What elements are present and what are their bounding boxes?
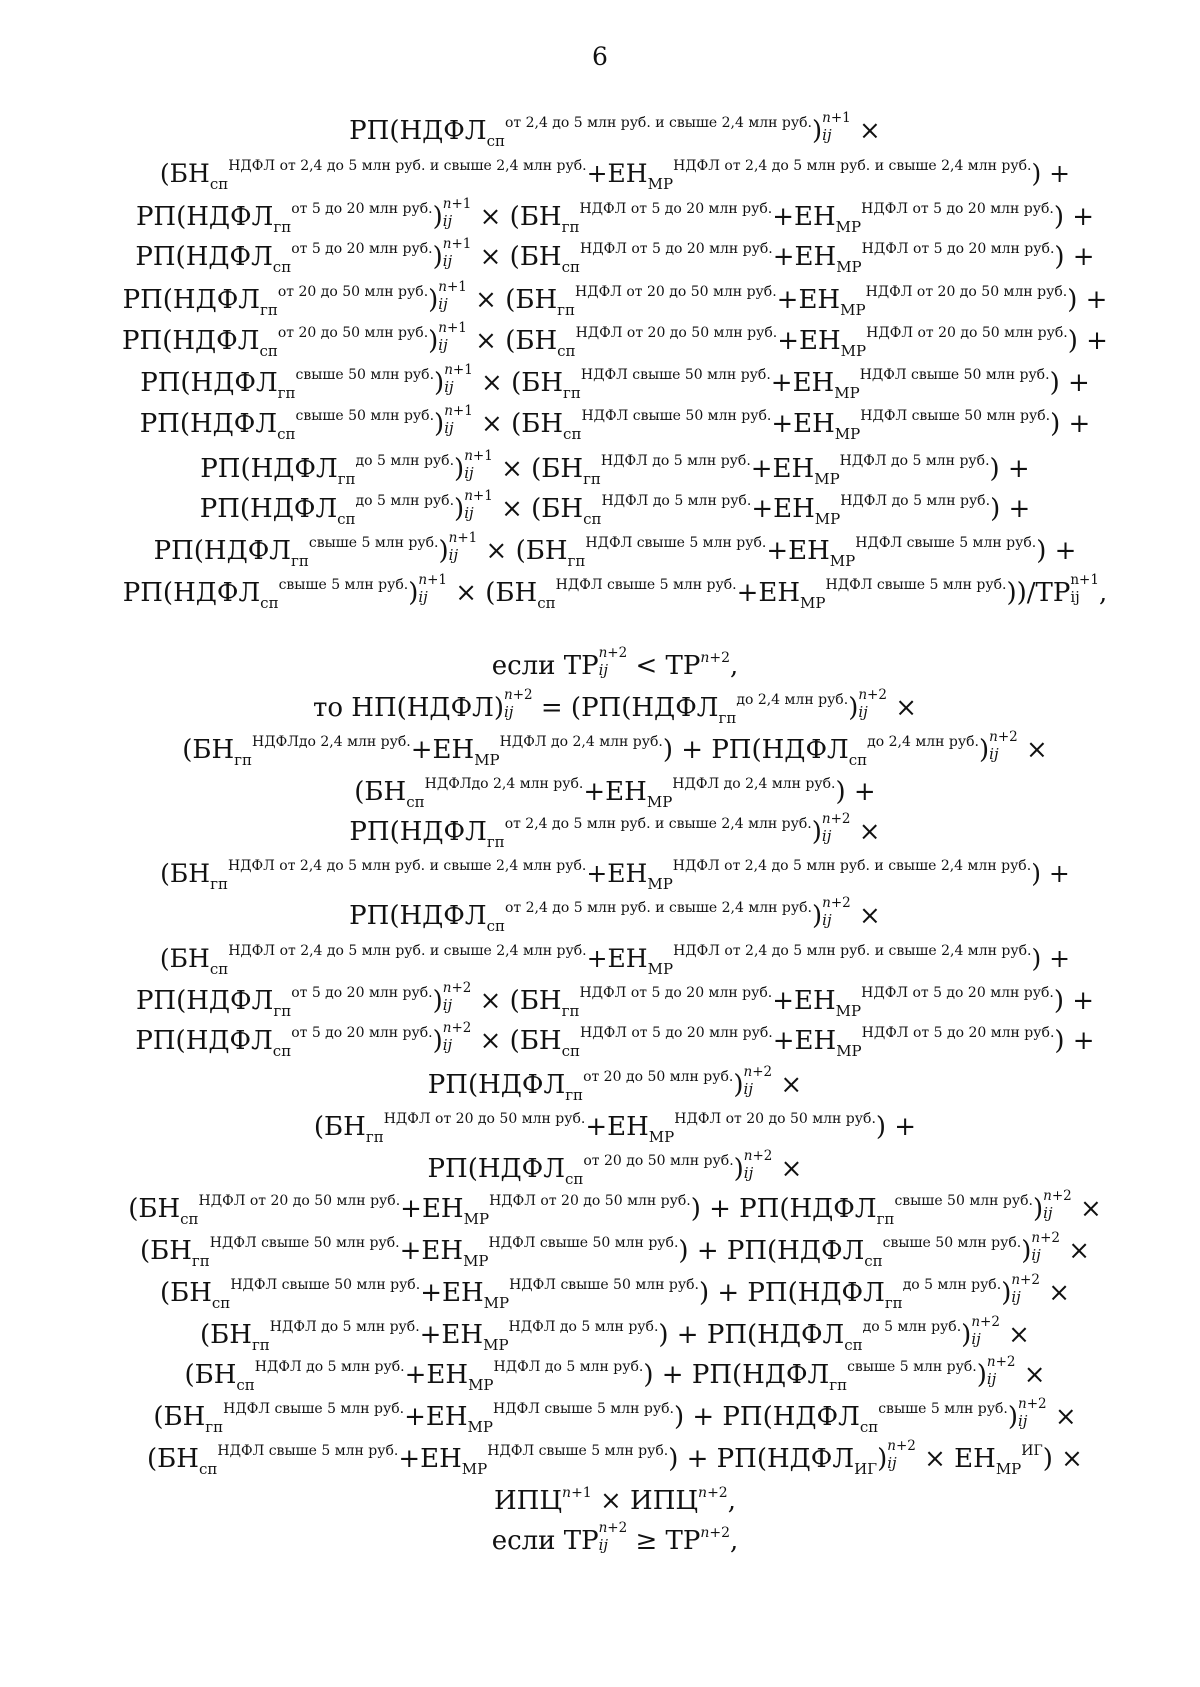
- formula-line: $РП(НДФЛ_{гп}^{от 5 до 20 млн руб.})$ n+2 ij × $(БН_{гп}^{НДФЛ от 5 до 20 млн руб.}+ЕН_{МР}^{НДФЛ от 5 до 20 млн руб.})$ +: [135, 980, 1095, 1020]
- formula-line: $(БН_{сп}^{НДФЛ до 5 млн руб.}+ЕН_{МР}^{НДФЛ до 5 млн руб.})$ + $РП(НДФЛ_{гп}^{свыше 5 млн руб.})$ n+2 ij ×: [184, 1354, 1046, 1394]
- condition-line: если ТР n+2 ij < $ТР^{n+2}$,: [491, 645, 739, 681]
- formula-line: $(БН_{сп}^{НДФЛ от 2,4 до 5 млн руб. и свыше 2,4 млн руб.}+ЕН_{МР}^{НДФЛ от 2,4 до 5 млн руб. и свыше 2,4 млн руб.})$ +: [159, 158, 1071, 193]
- formula-line: $(БН_{гп}^{НДФЛдо 2,4 млн руб.}+ЕН_{МР}^{НДФЛ до 2,4 млн руб.})$ + $РП(НДФЛ_{сп}^{до 2,4 млн руб.})$ n+2 ij ×: [182, 729, 1048, 769]
- formula-line: $РП(НДФЛ_{гп}^{свыше 50 млн руб.})$ n+1 ij × $(БН_{гп}^{НДФЛ свыше 50 млн руб.}+ЕН_{МР}^{НДФЛ свыше 50 млн руб.})$ +: [140, 362, 1090, 402]
- formula-line: $(БН_{сп}^{НДФЛ свыше 5 млн руб.}+ЕН_{МР}^{НДФЛ свыше 5 млн руб.})$ + $РП(НДФЛ_{ИГ})$ n+2 ij × $ЕН_{МР}^{ИГ}$) ×: [147, 1438, 1083, 1478]
- formula-line: $РП(НДФЛ_{сп}^{свыше 50 млн руб.})$ n+1 ij × $(БН_{сп}^{НДФЛ свыше 50 млн руб.}+ЕН_{МР}^{НДФЛ свыше 50 млн руб.})$ +: [139, 403, 1091, 443]
- formula-line: $РП(НДФЛ_{гп}^{свыше 5 млн руб.})$ n+1 ij × $(БН_{гп}^{НДФЛ свыше 5 млн руб.}+ЕН_{МР}^{НДФЛ свыше 5 млн руб.})$ +: [153, 530, 1077, 570]
- formula-line: $РП(НДФЛ_{сп}^{от 20 до 50 млн руб.})$ n+2 ij ×: [427, 1148, 803, 1188]
- formula-line: $(БН_{гп}^{НДФЛ свыше 50 млн руб.}+ЕН_{МР}^{НДФЛ свыше 50 млн руб.})$ + $РП(НДФЛ_{сп}^{свыше 50 млн руб.})$ n+2 ij ×: [139, 1230, 1091, 1270]
- formula-line: $(БН_{сп}^{НДФЛ от 20 до 50 млн руб.}+ЕН_{МР}^{НДФЛ от 20 до 50 млн руб.})$ + $РП(НДФЛ_{гп}^{свыше 50 млн руб.})$ n+2 ij ×: [128, 1188, 1102, 1228]
- formula-line: $РП(НДФЛ_{сп}^{от 5 до 20 млн руб.})$ n+1 ij × $(БН_{сп}^{НДФЛ от 5 до 20 млн руб.}+ЕН_{МР}^{НДФЛ от 5 до 20 млн руб.})$ +: [135, 236, 1095, 276]
- formula-line: $(БН_{гп}^{НДФЛ свыше 5 млн руб.}+ЕН_{МР}^{НДФЛ свыше 5 млн руб.})$ + $РП(НДФЛ_{сп}^{свыше 5 млн руб.})$ n+2 ij ×: [153, 1396, 1077, 1436]
- formula-line: $РП(НДФЛ_{гп}^{от 20 до 50 млн руб.})$ n+1 ij × $(БН_{гп}^{НДФЛ от 20 до 50 млн руб.}+ЕН_{МР}^{НДФЛ от 20 до 50 млн руб.})$ +: [122, 279, 1108, 319]
- formula-line: то НП(НДФЛ) n+2 ij = ($РП(НДФЛ_{гп}^{до 2,4 млн руб.})$ n+2 ij ×: [312, 687, 918, 727]
- formula-line: $РП(НДФЛ_{сп}^{от 2,4 до 5 млн руб. и свыше 2,4 млн руб.})$ n+1 ij ×: [349, 110, 881, 150]
- formula-line: $РП(НДФЛ_{гп}^{от 20 до 50 млн руб.})$ n+2 ij ×: [427, 1064, 803, 1104]
- formula-line: $(БН_{сп}^{НДФЛ свыше 50 млн руб.}+ЕН_{МР}^{НДФЛ свыше 50 млн руб.})$ + $РП(НДФЛ_{гп}^{до 5 млн руб.})$ n+2 ij ×: [159, 1272, 1071, 1312]
- formula-line: если ТР n+2 ij ≥ $ТР^{n+2}$,: [491, 1520, 739, 1556]
- formula-line: $РП(НДФЛ_{сп}^{от 5 до 20 млн руб.})$ n+2 ij × $(БН_{сп}^{НДФЛ от 5 до 20 млн руб.}+ЕН_{МР}^{НДФЛ от 5 до 20 млн руб.})$ +: [135, 1020, 1095, 1060]
- formula-line: $ИПЦ^{n+1} \times ИПЦ^{n+2}$,: [494, 1485, 736, 1516]
- page-number: 6: [592, 42, 608, 71]
- formula-line: $(БН_{гп}^{НДФЛ от 2,4 до 5 млн руб. и свыше 2,4 млн руб.}+ЕН_{МР}^{НДФЛ от 2,4 до 5 млн руб. и свыше 2,4 млн руб.})$ +: [160, 858, 1070, 893]
- formula-line: $(БН_{сп}^{НДФЛ от 2,4 до 5 млн руб. и свыше 2,4 млн руб.}+ЕН_{МР}^{НДФЛ от 2,4 до 5 млн руб. и свыше 2,4 млн руб.})$ +: [159, 943, 1071, 978]
- formula-line: $РП(НДФЛ_{гп}^{от 2,4 до 5 млн руб. и свыше 2,4 млн руб.})$ n+2 ij ×: [349, 811, 881, 851]
- condition-line: [115, 1588, 1115, 1626]
- formula-line: $(БН_{гп}^{НДФЛ до 5 млн руб.}+ЕН_{МР}^{НДФЛ до 5 млн руб.})$ + $РП(НДФЛ_{сп}^{до 5 млн руб.})$ n+2 ij ×: [200, 1314, 1030, 1354]
- formula-line: $РП(НДФЛ_{сп}^{свыше 5 млн руб.})$ n+1 ij × $(БН_{сп}^{НДФЛ свыше 5 млн руб.}+ЕН_{МР}^{НДФЛ свыше 5 млн руб.}))/ТР$ n+1 ij ,: [122, 572, 1108, 612]
- formula-line: $РП(НДФЛ_{сп}^{от 2,4 до 5 млн руб. и свыше 2,4 млн руб.})$ n+2 ij ×: [349, 895, 881, 935]
- formula-line: $РП(НДФЛ_{гп}^{от 5 до 20 млн руб.})$ n+1 ij × $(БН_{гп}^{НДФЛ от 5 до 20 млн руб.}+ЕН_{МР}^{НДФЛ от 5 до 20 млн руб.})$ +: [135, 196, 1095, 236]
- formula-line: $(БН_{гп}^{НДФЛ от 20 до 50 млн руб.}+ЕН_{МР}^{НДФЛ от 20 до 50 млн руб.})$ +: [313, 1111, 917, 1146]
- formula-line: $(БН_{сп}^{НДФЛдо 2,4 млн руб.}+ЕН_{МР}^{НДФЛ до 2,4 млн руб.})$ +: [354, 776, 876, 811]
- formula-line: $РП(НДФЛ_{сп}^{до 5 млн руб.})$ n+1 ij × $(БН_{сп}^{НДФЛ до 5 млн руб.}+ЕН_{МР}^{НДФЛ до 5 млн руб.})$ +: [199, 488, 1031, 528]
- formula-line: $РП(НДФЛ_{гп}^{до 5 млн руб.})$ n+1 ij × $(БН_{гп}^{НДФЛ до 5 млн руб.}+ЕН_{МР}^{НДФЛ до 5 млн руб.})$ +: [200, 448, 1030, 488]
- formula-line: $РП(НДФЛ_{сп}^{от 20 до 50 млн руб.})$ n+1 ij × $(БН_{сп}^{НДФЛ от 20 до 50 млн руб.}+ЕН_{МР}^{НДФЛ от 20 до 50 млн руб.})$ +: [122, 320, 1108, 360]
